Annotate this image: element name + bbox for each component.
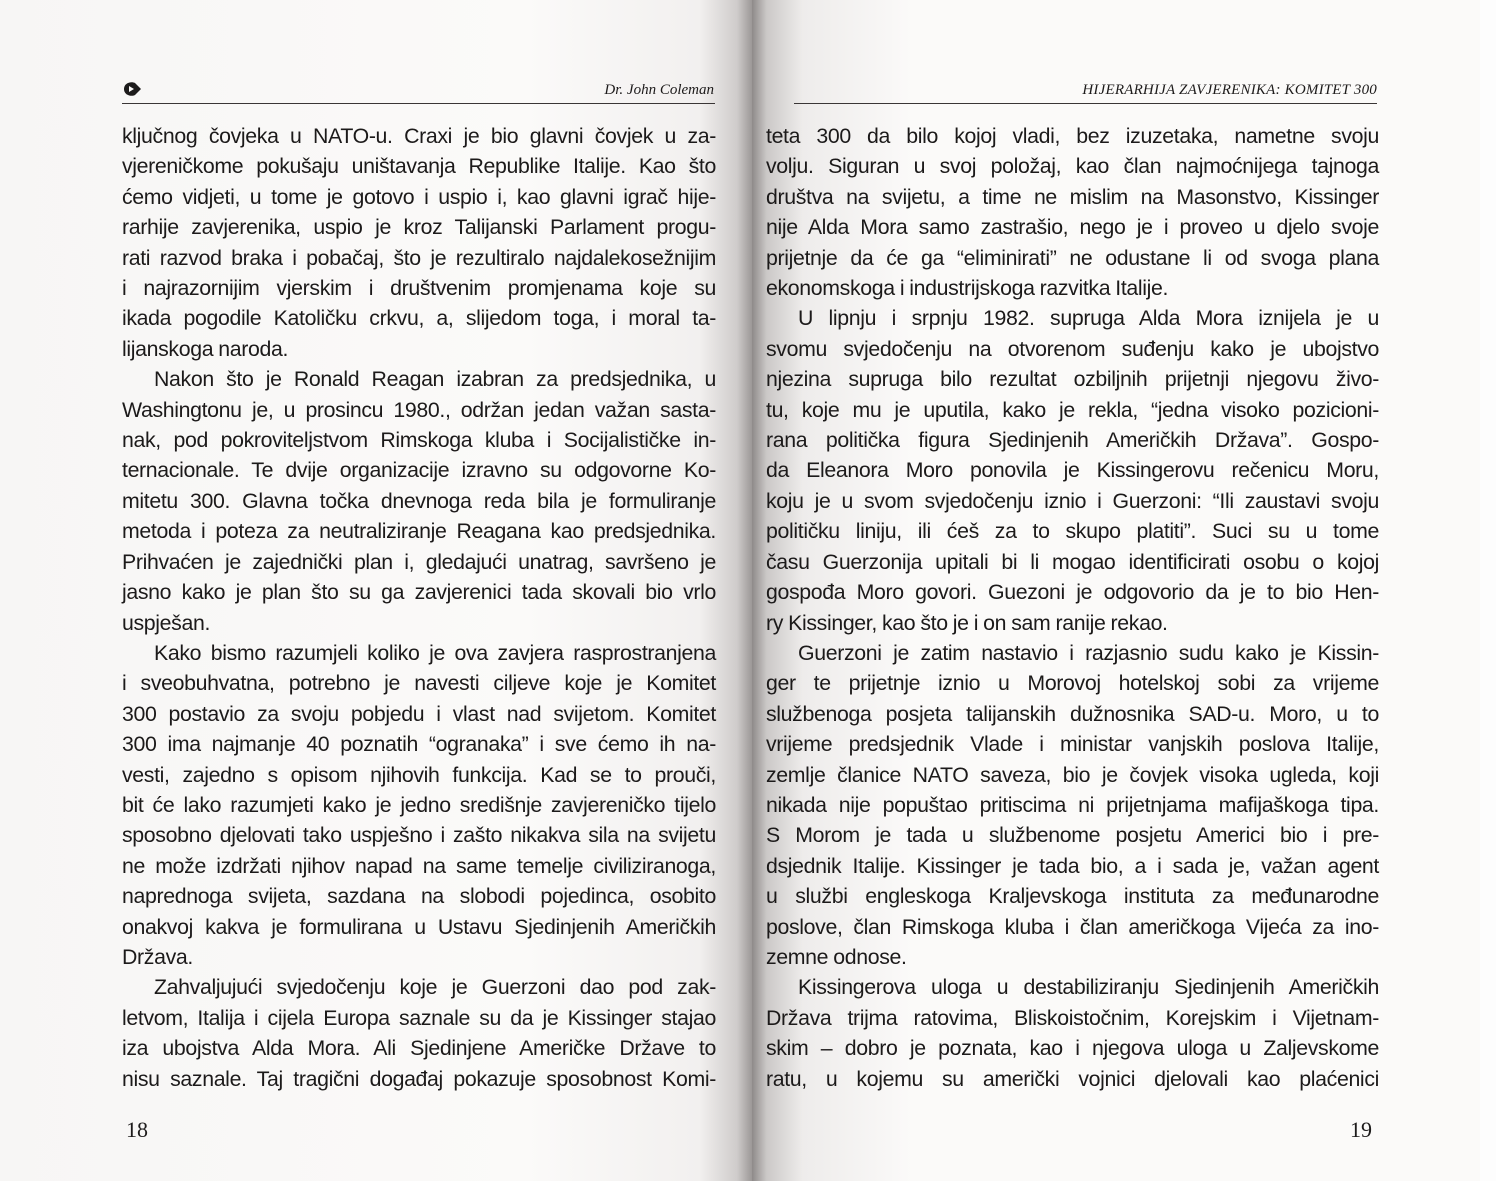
text-line: svomu svjedočenju na otvorenom suđenju kako je ubojstvo bbox=[766, 336, 1379, 361]
text-line: i najrazornijim vjerskim i društvenim promjenama koje su bbox=[122, 276, 716, 301]
text-line: rarhije zavjerenika, uspio je kroz Talijanski Parlament progu- bbox=[122, 215, 716, 240]
text-line: lijanskoga naroda. bbox=[122, 336, 289, 361]
paragraph bbox=[122, 121, 716, 364]
text-line: društva na svijetu, a time ne mislim na Masonstvo, Kissinger bbox=[766, 184, 1379, 209]
header-rule bbox=[122, 103, 715, 104]
text-line: 300 ima najmanje 40 poznatih “ogranaka” i sve ćemo ih na- bbox=[122, 732, 716, 757]
text-line: da Eleanora Moro ponovila je Kissingerovu rečenicu Moru, bbox=[766, 458, 1379, 483]
text-line: prijetnje da će ga “eliminirati” ne odustane li od svoga plana bbox=[766, 245, 1379, 270]
paragraph bbox=[766, 303, 1379, 637]
running-header: Dr. John Coleman bbox=[604, 82, 714, 98]
text-line: ćemo vidjeti, u tome je gotovo i uspio i, kao glavni igrač hije- bbox=[122, 184, 716, 209]
left-page-body bbox=[122, 121, 716, 1094]
text-line: tu, koje mu je uputila, kako je rekla, “jedna visoko pozicioni- bbox=[766, 397, 1379, 422]
text-line: nak, pod pokroviteljstvom Rimskoga kluba i Socijalističke in- bbox=[122, 428, 716, 453]
paragraph bbox=[766, 972, 1379, 1094]
text-line: i sveobuhvatna, potrebno je navesti ciljeve koje je Komitet bbox=[122, 671, 716, 696]
text-line: Prihvaćen je zajednički plan i, gledajući unatrag, savršeno je bbox=[122, 549, 716, 574]
text-line: ključnog čovjeka u NATO-u. Craxi je bio glavni čovjek u za- bbox=[122, 124, 716, 148]
text-line: iza ubojstva Alda Mora. Ali Sjedinjene Američke Države to bbox=[122, 1036, 716, 1061]
text-line: skim – dobro je poznata, kao i njegova uloga u Zaljevskome bbox=[766, 1036, 1379, 1061]
text-line: U lipnju i srpnju 1982. supruga Alda Mora iznijela je u bbox=[798, 306, 1379, 331]
text-line: volju. Siguran u svoj položaj, kao član najmoćnijega tajnoga bbox=[766, 154, 1379, 179]
text-line: gospođa Moro govori. Guezoni je odgovorio da je to bio Hen- bbox=[766, 580, 1379, 605]
text-line: ikada pogodile Katoličku crkvu, a, slijedom toga, i moral ta- bbox=[122, 306, 716, 331]
text-line: Kissingerova uloga u destabiliziranju Sjedinjenih Američkih bbox=[798, 975, 1379, 1000]
text-line: mitetu 300. Glavna točka dnevnoga reda bila je formuliranje bbox=[122, 488, 716, 513]
text-line: dsjednik Italije. Kissinger je tada bio, a i sada je, važan agent bbox=[766, 853, 1379, 878]
text-line: poslove, član Rimskoga kluba i član američkoga Vijeća za ino- bbox=[766, 914, 1379, 939]
text-line: rana politička figura Sjedinjenih Američkih Država”. Gospo- bbox=[766, 428, 1379, 453]
text-line: bit će lako razumjeti kako je jedno središnje zavjereničko tijelo bbox=[122, 792, 716, 817]
text-line: Nakon što je Ronald Reagan izabran za predsjednika, u bbox=[154, 367, 716, 392]
text-line: nikada nije popuštao pritiscima ni prijetnjama mafijaškoga tipa. bbox=[766, 792, 1379, 817]
header-rule bbox=[794, 103, 1377, 104]
text-line: službenoga posjeta talijanskih dužnosnika SAD-u. Moro, u to bbox=[766, 701, 1379, 726]
text-line: Washingtonu je, u prosincu 1980., održan jedan važan sasta- bbox=[122, 397, 716, 422]
text-line: onakvoj kakva je formulirana u Ustavu Sjedinjenih Američkih bbox=[122, 914, 716, 939]
text-line: S Morom je tada u službenome posjetu Americi bio i pre- bbox=[766, 823, 1379, 848]
text-line: vesti, zajedno s opisom njihovih funkcija. Kad se to prouči, bbox=[122, 762, 716, 787]
text-line: vrijeme predsjednik Vlade i ministar vanjskih poslova Italije, bbox=[766, 732, 1379, 757]
text-line: sposobno djelovati tako uspješno i zašto nikakva sila na svijetu bbox=[122, 823, 716, 848]
right-page-body bbox=[766, 121, 1379, 1094]
text-line: u službi engleskoga Kraljevskoga instituta za međunarodne bbox=[766, 884, 1379, 909]
text-line: ger te prijetnje iznio u Morovoj hotelskoj sobi za vrijeme bbox=[766, 671, 1379, 696]
right-page bbox=[752, 0, 1480, 1181]
paragraph bbox=[766, 638, 1379, 972]
text-line: nije Alda Mora samo zastrašio, nego je i proveo u djelo svoje bbox=[766, 215, 1379, 240]
text-line: času Guerzonija upitali bi li mogao identificirati osobu o kojoj bbox=[766, 549, 1379, 574]
text-line: Zahvaljujući svjedočenju koje je Guerzoni dao pod zak- bbox=[154, 975, 716, 1000]
text-line: 300 postavio za svoju pobjedu i vlast nad svijetom. Komitet bbox=[122, 701, 716, 726]
text-line: ternacionale. Te dvije organizacije izravno su odgovorne Ko- bbox=[122, 458, 716, 483]
text-line: letvom, Italija i cijela Europa saznale su da je Kissinger stajao bbox=[122, 1005, 716, 1030]
text-line: političku liniju, ili ćeš za to skupo platiti”. Suci su u tome bbox=[766, 519, 1379, 544]
text-line: zemne odnose. bbox=[766, 944, 907, 969]
text-line: Država. bbox=[122, 944, 193, 969]
paragraph bbox=[122, 638, 716, 972]
text-line: Država trijma ratovima, Bliskoistočnim, Korejskim i Vijetnam- bbox=[766, 1005, 1379, 1030]
running-header: HIJERARHIJA ZAVJERENIKA: KOMITET 300 bbox=[1082, 82, 1377, 98]
paragraph bbox=[122, 364, 716, 638]
paragraph bbox=[122, 972, 716, 1094]
text-line: ekonomskoga i industrijskoga razvitka Italije. bbox=[766, 276, 1169, 301]
text-line: nisu saznale. Taj tragični događaj pokazuje sposobnost Komi- bbox=[122, 1066, 716, 1091]
text-line: njezina supruga bilo rezultat ozbiljnih prijetnji njegovu živo- bbox=[766, 367, 1379, 392]
text-line: ry Kissinger, kao što je i on sam ranije rekao. bbox=[766, 610, 1168, 635]
text-line: ne može izdržati njihov napad na same temelje civiliziranoga, bbox=[122, 853, 716, 878]
text-line: metoda i poteza za neutraliziranje Reagana kao predsjednika. bbox=[122, 519, 716, 544]
text-line: vjereničkome pokušaju uništavanja Republike Italije. Kao što bbox=[122, 154, 716, 179]
text-line: ratu, u kojemu su američki vojnici djelovali kao plaćenici bbox=[766, 1066, 1379, 1091]
text-line: uspješan. bbox=[122, 610, 211, 635]
text-line: koju je u svom svjedočenju iznio i Guerzoni: “Ili zaustavi svoju bbox=[766, 488, 1379, 513]
text-line: teta 300 da bilo kojoj vladi, bez izuzetaka, nametne svoju bbox=[766, 124, 1379, 148]
page-number: 19 bbox=[1350, 1117, 1372, 1142]
scan-background bbox=[1480, 0, 1496, 1181]
text-line: rati razvod braka i pobačaj, što je rezultiralo najdalekosežnijim bbox=[122, 245, 716, 270]
text-line: Kako bismo razumjeli koliko je ova zavjera rasprostranjena bbox=[154, 640, 716, 665]
text-line: naprednoga svijeta, sazdana na slobodi pojedinca, osobito bbox=[122, 884, 716, 909]
page-number: 18 bbox=[126, 1117, 148, 1142]
text-line: Guerzoni je zatim nastavio i razjasnio sudu kako je Kissin- bbox=[798, 640, 1379, 665]
text-line: zemlje članice NATO saveza, bio je čovjek visoka ugleda, koji bbox=[766, 762, 1379, 787]
paragraph bbox=[766, 121, 1379, 303]
text-line: jasno kako je plan što su ga zavjerenici tada skovali bio vrlo bbox=[122, 580, 716, 605]
